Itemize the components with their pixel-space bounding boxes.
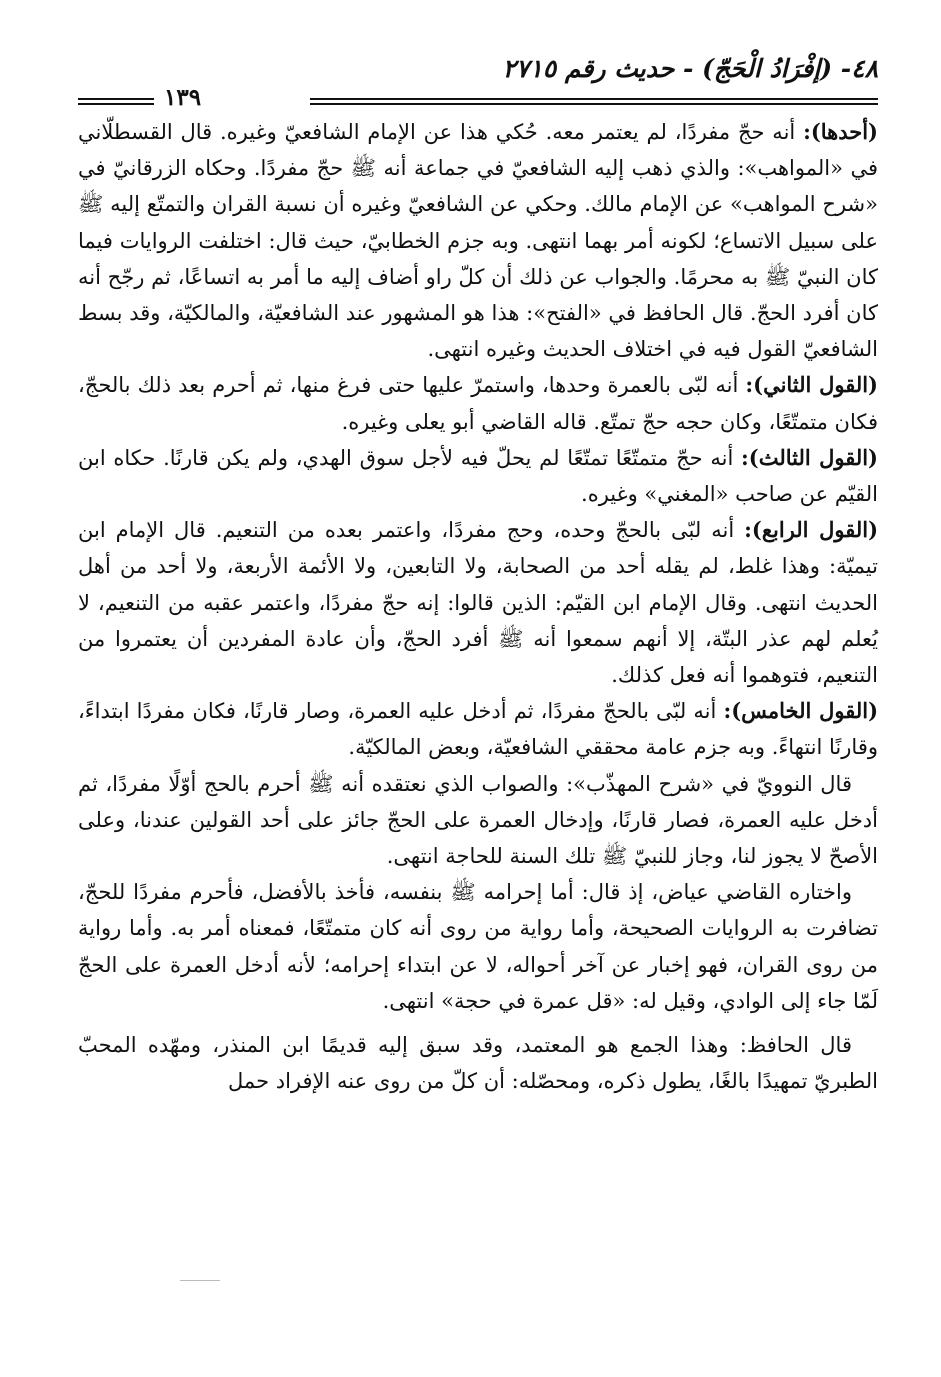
- running-title: ٤٨- (إفْرَادُ الْحَجّ) - حديث رقم ٢٧١٥: [502, 54, 878, 83]
- header-rule-long: [310, 98, 878, 105]
- paragraph-text: أنه لبّى بالحجّ مفردًا، ثم أدخل عليه العمرة، وصار قارنًا، فكان مفردًا ابتداءً، وقارنًا انتهاءً. وبه جزم عامة محققي الشافعيّة، وبعض المالكيّة.: [78, 699, 878, 760]
- book-page: [78, 40, 878, 1340]
- page-header: [78, 40, 878, 114]
- paragraph-lead: (القول الثاني):: [745, 372, 878, 398]
- paragraph-fifth-opinion: [78, 693, 878, 765]
- paragraph-hafiz: [78, 1027, 878, 1099]
- paragraph-nawawi: [78, 766, 878, 875]
- header-rule-short: [78, 98, 154, 105]
- paragraph-text: أنه حجّ مفردًا، لم يعتمر معه. حُكي هذا عن الإمام الشافعيّ وغيره. قال القسطلّاني في «المواهب»: والذي ذهب إليه الشافعيّ في جماعة أنه ﷺ حجّ مفردًا. وحكاه الزرقانيّ في «شرح المواهب» عن الإمام مالك. وحكي عن الشافعيّ وغيره أن نسبة القران والتمتّع إليه ﷺ على سبيل الاتساع؛ لكونه أمر بهما انتهى. وبه جزم الخطابيّ، حيث قال: اختلفت الروايات فيما كان النبيّ ﷺ به محرمًا. والجواب عن ذلك أن كلّ راو أضاف إليه ما أمر به اتساعًا، ثم رجّح أنه كان أفرد الحجّ. قال الحافظ في «الفتح»: هذا هو المشهور عند الشافعيّة، والمالكيّة، وقد بسط الشافعيّ القول فيه في اختلاف الحديث وغيره انتهى.: [78, 120, 878, 362]
- paragraph-text: واختاره القاضي عياض، إذ قال: أما إحرامه ﷺ بنفسه، فأخذ بالأفضل، فأحرم مفردًا للحجّ، تضافرت به الروايات الصحيحة، وأما رواية من روى أنه كان متمتّعًا، فمعناه أمر به. وأما رواية من روى القران، فهو إخبار عن آخر أحواله، لا عن ابتداء إحرامه؛ لأنه أدخل العمرة على الحجّ لَمّا جاء إلى الوادي، وقيل له: «قل عمرة في حجة» انتهى.: [78, 880, 878, 1013]
- body-text: [78, 114, 878, 1099]
- paragraph-text: أنه حجّ متمتّعًا تمتّعًا لم يحلّ فيه لأجل سوق الهدي، ولم يكن قارنًا. حكاه ابن القيّم عن صاحب «المغني» وغيره.: [78, 445, 878, 507]
- paragraph-fourth-opinion: [78, 512, 878, 693]
- paragraph-lead: (أحدها):: [803, 119, 878, 144]
- paragraph-lead: (القول الثالث):: [741, 444, 878, 470]
- paragraph-text: قال النوويّ في «شرح المهذّب»: والصواب الذي نعتقده أنه ﷺ أحرم بالحج أوّلًا مفردًا، ثم أدخل عليه العمرة، فصار قارنًا، وإدخال العمرة على الحجّ جائز على أحد القولين عندنا، وعلى الأصحّ لا يجوز لنا، وجاز للنبيّ ﷺ تلك السنة للحاجة انتهى.: [78, 771, 878, 869]
- paragraph-text: قال الحافظ: وهذا الجمع هو المعتمد، وقد سبق إليه قديمًا ابن المنذر، ومهّده المحبّ الطبريّ تمهيدًا بالغًا، يطول ذكره، ومحصّله: أن كلّ من روى عنه الإفراد حمل: [78, 1033, 878, 1094]
- paragraph-second-opinion: [78, 367, 878, 439]
- paragraph-lead: (القول الخامس):: [723, 698, 878, 724]
- paragraph-lead: (القول الرابع):: [744, 517, 879, 543]
- footer-mark: [180, 1280, 220, 1282]
- paragraph-text: أنه لبّى بالحجّ وحده، وحج مفردًا، واعتمر بعده من التنعيم. قال الإمام ابن تيميّة: وهذا غلط، لم يقله أحد من الصحابة، ولا التابعين، ولا الأئمة الأربعة، ولا أحد من أهل الحديث انتهى. وقال الإمام ابن القيّم: الذين قالوا: إنه حجّ مفردًا، واعتمر عقبه من التنعيم، لا يُعلم لهم عذر البتّة، إلا أنهم سمعوا أنه ﷺ أفرد الحجّ، وأن عادة المفردين أن يعتمروا من التنعيم، فتوهموا أنه فعل كذلك.: [78, 518, 878, 688]
- paragraph-text: أنه لبّى بالعمرة وحدها، واستمرّ عليها حتى فرغ منها، ثم أحرم بعد ذلك بالحجّ، فكان متمتّعًا، وكان حجه حجّ تمتّع. قاله القاضي أبو يعلى وغيره.: [78, 373, 878, 434]
- paragraph-first-opinion: [78, 114, 878, 367]
- paragraph-third-opinion: [78, 440, 878, 512]
- paragraph-iyad: [78, 874, 878, 1019]
- page-number: ١٣٩: [164, 84, 202, 111]
